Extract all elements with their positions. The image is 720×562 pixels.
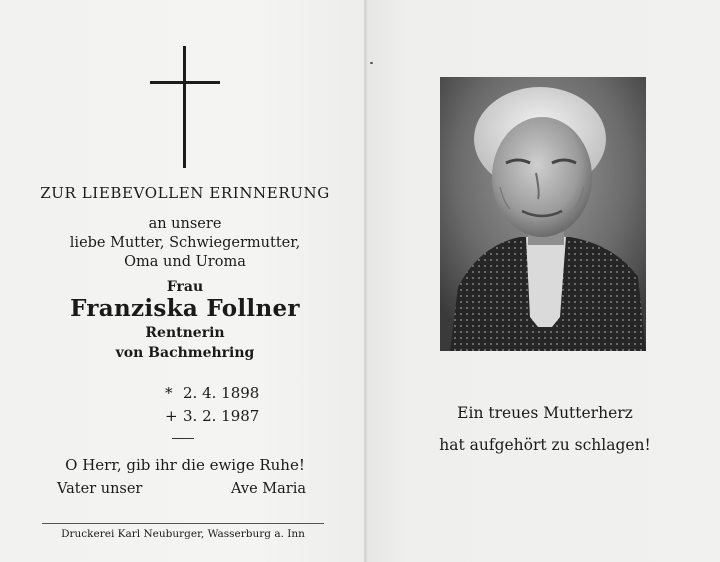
birth-date-row [165,384,259,402]
card-fold [364,0,367,562]
occupation: Rentnerin [145,325,225,341]
prayer-ave-maria: Ave Maria [231,481,306,497]
birth-date: 2. 4. 1898 [183,384,260,402]
verse-line-1: Ein treues Mutterherz [457,404,633,422]
death-date: 3. 2. 1987 [183,407,260,425]
dedication [20,215,350,272]
death-date-row [165,407,259,425]
cross-icon [150,46,220,168]
place-of-origin: von Bachmehring [115,345,255,361]
heading: ZUR LIEBEVOLLEN ERINNERUNG [40,184,330,202]
divider-dash [172,438,194,439]
deceased-name: Franziska Follner [70,295,300,322]
portrait-image [440,77,646,351]
prayer-line: O Herr, gib ihr die ewige Ruhe! [65,456,305,474]
prayer-vater-unser: Vater unser [57,481,143,497]
paper-speck [370,62,373,64]
dedication-line: liebe Mutter, Schwiegermutter, [69,235,301,251]
printer-credit: Druckerei Karl Neuburger, Wasserburg a. Inn [61,528,305,540]
salutation: Frau [166,279,204,295]
footer-rule [42,523,324,524]
verse-line-2: hat aufgehört zu schlagen! [439,436,651,454]
dedication-line: Oma und Uroma [124,254,246,270]
dedication-line: an unsere [148,216,222,232]
death-symbol: + [165,407,178,425]
portrait-photo [440,77,646,351]
birth-symbol: * [165,384,173,402]
